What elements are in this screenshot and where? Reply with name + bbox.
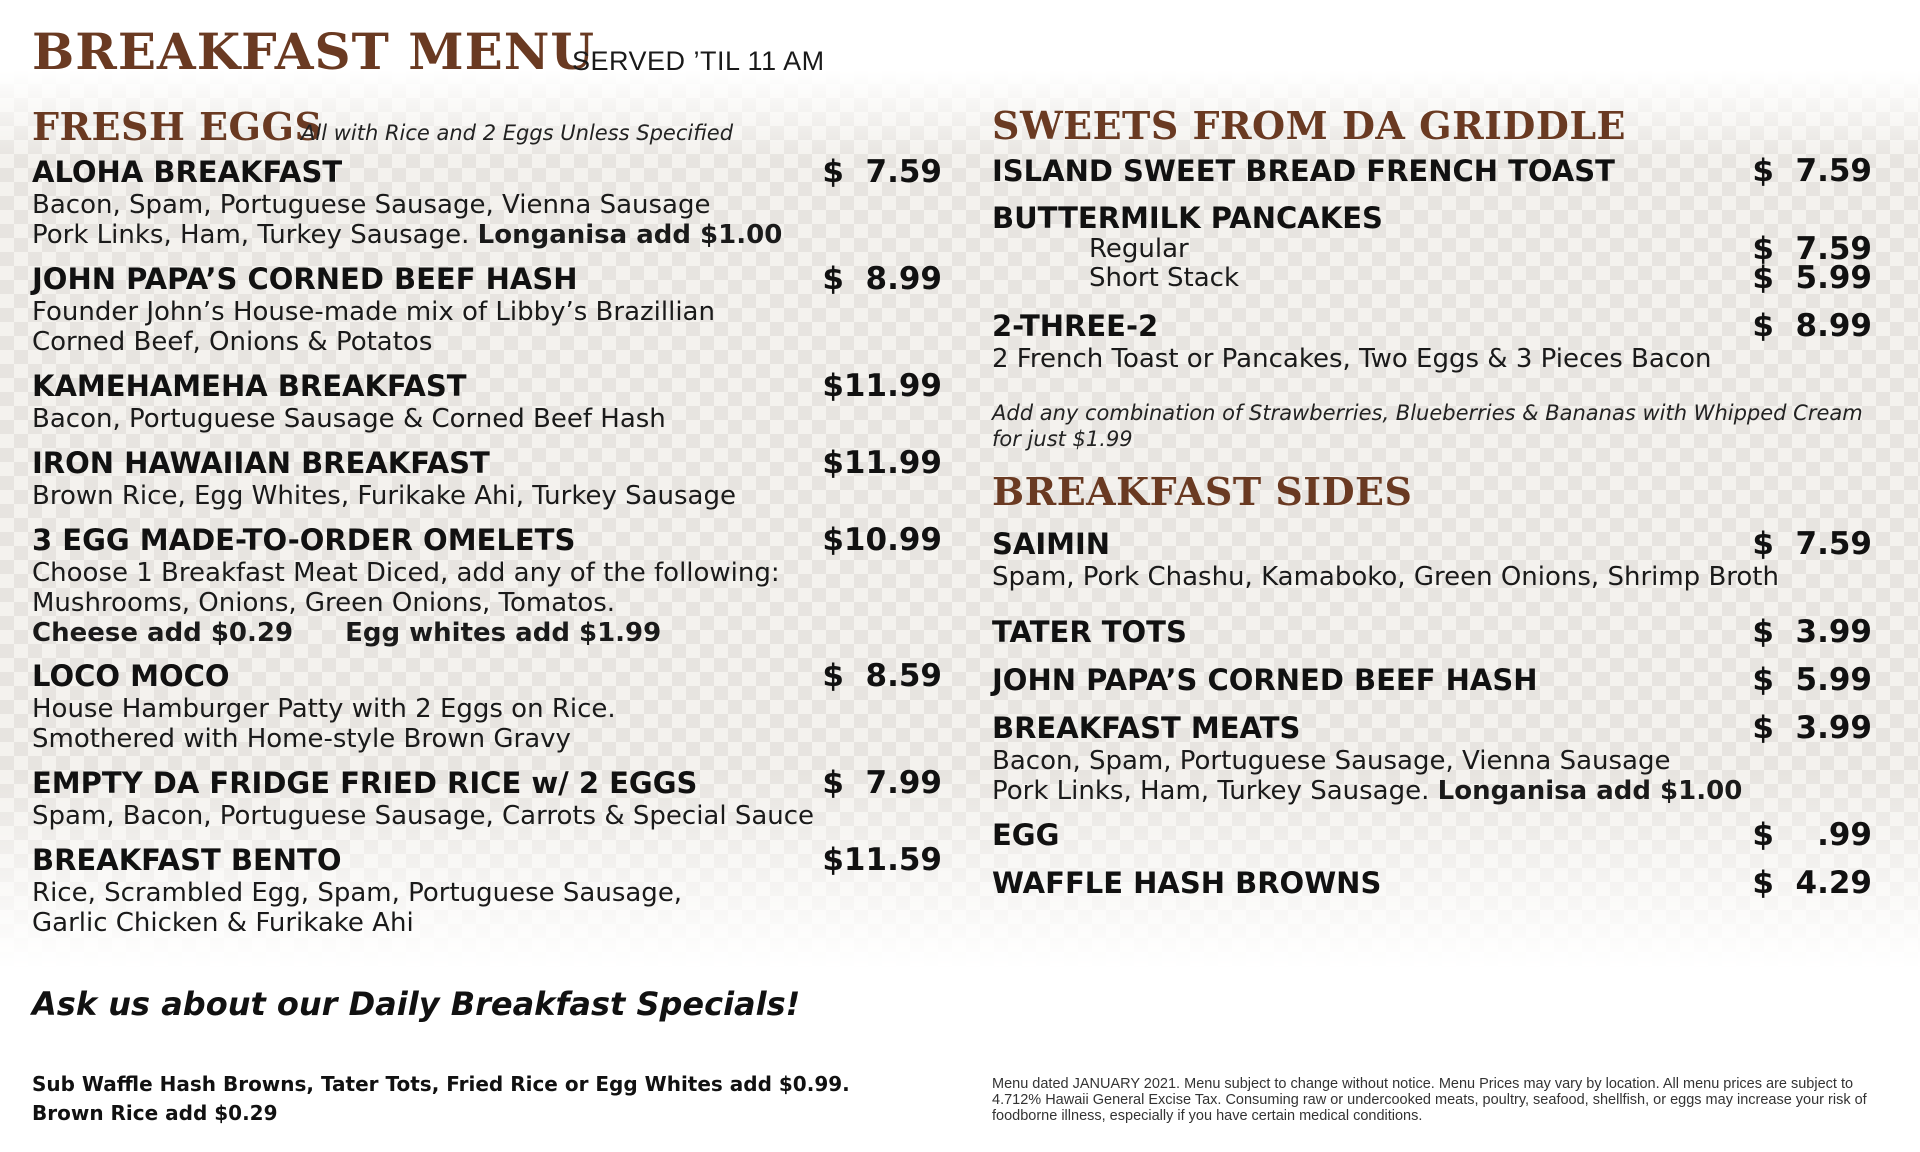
menu-item-egg [992, 817, 1872, 853]
section-title-fresh-eggs: FRESH EGGS [32, 104, 323, 149]
substitution-note [32, 1070, 850, 1128]
item-name: EGG [992, 818, 1060, 852]
item-description: Spam, Pork Chashu, Kamaboko, Green Onions, Shrimp Broth [992, 562, 1779, 592]
item-name: LOCO MOCO [32, 659, 230, 693]
item-price: $ 3.99 [1752, 614, 1872, 650]
served-until: SERVED ’TIL 11 AM [572, 46, 825, 76]
item-description: Bacon, Spam, Portuguese Sausage, Vienna Sausage [992, 746, 1671, 776]
item-name: SAIMIN [992, 527, 1111, 561]
item-price: $ 7.99 [822, 765, 942, 801]
fine-print-disclaimer: Menu dated JANUARY 2021. Menu subject to change without notice. Menu Prices may vary by location. All menu prices are subject to 4.712% Hawaii General Excise Tax. Consuming raw or undercooked meats, poultry, seafood, shellfish, or eggs may increase your risk of foodborne illness, especially if you have certain medical conditions. [992, 1076, 1867, 1124]
item-price: $ 8.59 [822, 658, 942, 694]
substitution-line-2: Brown Rice add $0.29 [32, 1101, 278, 1125]
item-description: House Hamburger Patty with 2 Eggs on Rice. [32, 694, 616, 724]
item-description-2: Corned Beef, Onions & Potatos [32, 327, 433, 357]
fruit-addon-note: Add any combination of Strawberries, Blueberries & Bananas with Whipped Cream for just $1.99 [992, 401, 1863, 451]
item-description: Founder John’s House-made mix of Libby’s Brazillian [32, 297, 715, 327]
item-name: BUTTERMILK PANCAKES [992, 201, 1383, 235]
item-description-2: Mushrooms, Onions, Green Onions, Tomatos. [32, 588, 616, 618]
menu-item-tater-tots [992, 614, 1872, 650]
item-price: $10.99 [822, 522, 942, 558]
menu-item-2-three-2 [992, 308, 1872, 374]
item-name: KAMEHAMEHA BREAKFAST [32, 369, 467, 403]
item-price: $ .99 [1752, 817, 1872, 853]
item-description: Bacon, Spam, Portuguese Sausage, Vienna Sausage [32, 190, 711, 220]
menu-item-kamehameha-breakfast [32, 368, 942, 434]
page-title: BREAKFAST MENU [32, 22, 596, 81]
cheese-addon: Cheese add $0.29 [32, 618, 294, 648]
item-description-2: Garlic Chicken & Furikake Ahi [32, 908, 414, 938]
item-price: $ 8.99 [822, 261, 942, 297]
menu-item-buttermilk-pancakes [992, 201, 1872, 296]
item-name: BREAKFAST BENTO [32, 843, 342, 877]
menu-item-omelets [32, 522, 942, 648]
item-name: JOHN PAPA’S CORNED BEEF HASH [32, 262, 578, 296]
item-price: $11.99 [822, 445, 942, 481]
longanisa-addon: Longanisa add $1.00 [1437, 776, 1743, 806]
longanisa-addon: Longanisa add $1.00 [477, 220, 783, 250]
item-description-2: Pork Links, Ham, Turkey Sausage. Longanisa add $1.00 [32, 220, 783, 250]
item-price: $ 7.59 [822, 154, 942, 190]
item-name: EMPTY DA FRIDGE FRIED RICE w/ 2 EGGS [32, 766, 698, 800]
menu-item-breakfast-bento [32, 842, 942, 938]
section-title-sides: BREAKFAST SIDES [992, 469, 1413, 514]
item-name: 2-THREE-2 [992, 309, 1159, 343]
menu-item-loco-moco [32, 658, 942, 754]
item-price: $ 4.29 [1752, 865, 1872, 901]
item-price: $11.99 [822, 368, 942, 404]
item-price: $ 5.99 [1752, 662, 1872, 698]
egg-whites-addon: Egg whites add $1.99 [345, 618, 662, 648]
item-description-2: Smothered with Home-style Brown Gravy [32, 724, 571, 754]
pancake-option-regular: Regular $ 7.59 [1089, 231, 1872, 267]
menu-item-fried-rice [32, 765, 942, 831]
item-description: Brown Rice, Egg Whites, Furikake Ahi, Turkey Sausage [32, 481, 736, 511]
item-name: JOHN PAPA’S CORNED BEEF HASH [992, 663, 1538, 697]
item-description: 2 French Toast or Pancakes, Two Eggs & 3 Pieces Bacon [992, 344, 1712, 374]
item-price: $ 7.59 [1752, 153, 1872, 189]
pancake-option-short-stack: Short Stack $ 5.99 [1089, 260, 1872, 296]
menu-item-saimin [992, 526, 1872, 592]
item-price: $ 5.99 [1752, 260, 1872, 296]
daily-specials-banner: Ask us about our Daily Breakfast Specials! [32, 985, 801, 1023]
item-price: $ 8.99 [1752, 308, 1872, 344]
menu-item-french-toast [992, 153, 1872, 189]
item-description-2: Pork Links, Ham, Turkey Sausage. Longanisa add $1.00 [992, 776, 1743, 806]
menu-item-side-corned-beef-hash [992, 662, 1872, 698]
item-price: $ 3.99 [1752, 710, 1872, 746]
menu-item-breakfast-meats [992, 710, 1872, 806]
item-name: TATER TOTS [992, 615, 1187, 649]
item-description: Rice, Scrambled Egg, Spam, Portuguese Sausage, [32, 878, 683, 908]
item-name: 3 EGG MADE-TO-ORDER OMELETS [32, 523, 576, 557]
item-description: Choose 1 Breakfast Meat Diced, add any of the following: [32, 558, 780, 588]
substitution-line-1: Sub Waffle Hash Browns, Tater Tots, Fried Rice or Egg Whites add $0.99. [32, 1072, 850, 1096]
item-name: ISLAND SWEET BREAD FRENCH TOAST [992, 154, 1615, 188]
item-description: Spam, Bacon, Portuguese Sausage, Carrots & Special Sauce [32, 801, 815, 831]
item-price: $ 7.59 [1752, 526, 1872, 562]
item-price: $11.59 [822, 842, 942, 878]
item-price: $ 7.59 [1752, 231, 1872, 267]
section-title-griddle: SWEETS FROM DA GRIDDLE [992, 103, 1627, 148]
item-name: IRON HAWAIIAN BREAKFAST [32, 446, 490, 480]
menu-item-iron-hawaiian-breakfast [32, 445, 942, 511]
item-name: WAFFLE HASH BROWNS [992, 866, 1382, 900]
menu-item-aloha-breakfast [32, 154, 942, 250]
menu-item-waffle-hash-browns [992, 865, 1872, 901]
menu-item-corned-beef-hash [32, 261, 942, 357]
omelet-addons [32, 618, 942, 648]
item-description: Bacon, Portuguese Sausage & Corned Beef Hash [32, 404, 666, 434]
item-name: ALOHA BREAKFAST [32, 155, 343, 189]
section-note-fresh-eggs: All with Rice and 2 Eggs Unless Specified [301, 121, 734, 145]
item-name: BREAKFAST MEATS [992, 711, 1301, 745]
